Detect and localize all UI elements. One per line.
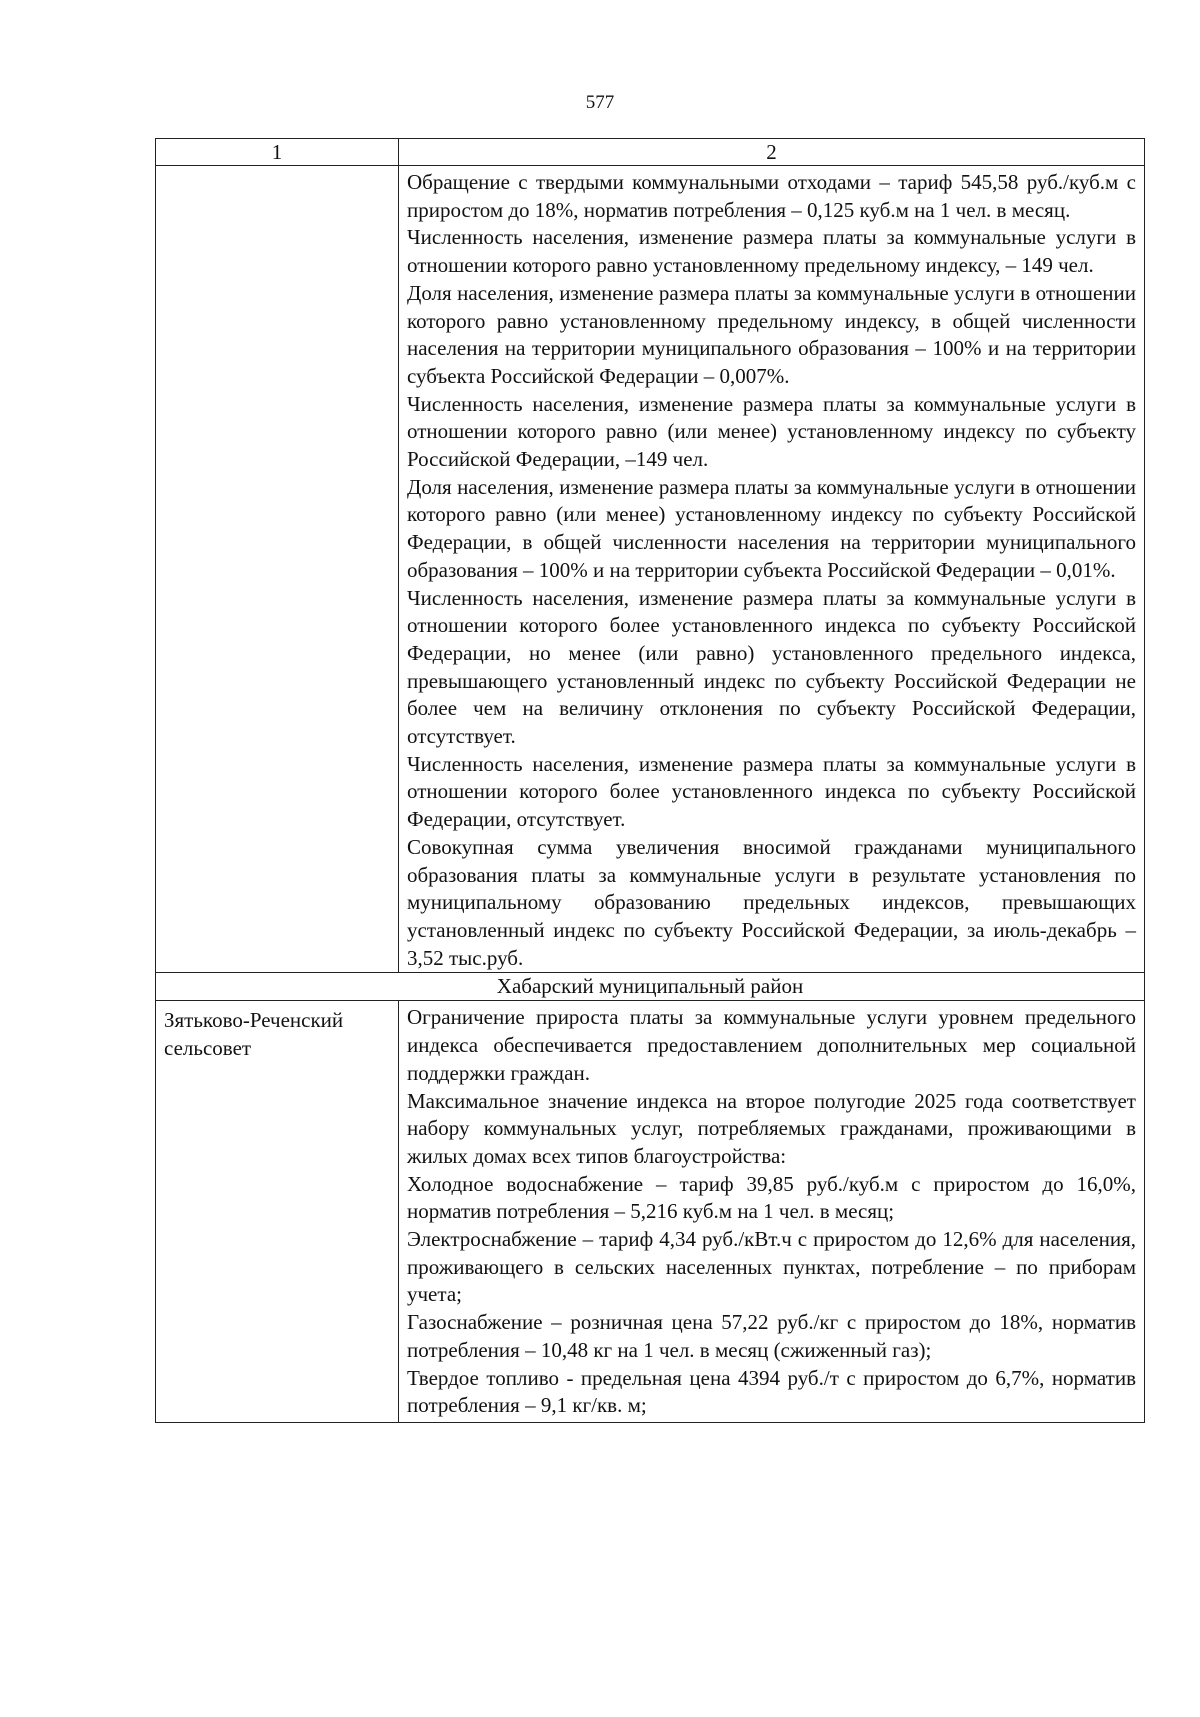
header-col-2: 2 (399, 139, 1145, 166)
table-header-row (156, 139, 1145, 166)
paragraph: Максимальное значение индекса на второе полугодие 2025 года соответствует набору коммунальных услуг, потребляемых гражданами, проживающими в жилых домах всех типов благоустройства: (407, 1088, 1136, 1168)
district-title: Хабарский муниципальный район (156, 973, 1145, 1001)
row1-col2 (399, 166, 1145, 973)
district-row (156, 973, 1145, 1001)
paragraph: Численность населения, изменение размера платы за коммунальные услуги в отношении которого более установленного индекса по субъекту Российской Федерации, отсутствует. (407, 751, 1136, 832)
paragraph: Твердое топливо - предельная цена 4394 руб./т с приростом до 6,7%, норматив потребления – 9,1 кг/кв. м; (407, 1365, 1136, 1418)
header-col-1: 1 (156, 139, 399, 166)
paragraph: Обращение с твердыми коммунальными отходами – тариф 545,58 руб./куб.м с приростом до 18%, норматив потребления – 0,125 куб.м на 1 чел. в месяц. (407, 170, 1136, 222)
page-number: 577 (585, 92, 615, 113)
paragraph: Газоснабжение – розничная цена 57,22 руб./кг с приростом до 18%, норматив потребления – 10,48 кг на 1 чел. в месяц (сжиженный газ); (407, 1310, 1136, 1362)
paragraph: Холодное водоснабжение – тариф 39,85 руб./куб.м с приростом до 16,0%, норматив потребления – 5,216 куб.м на 1 чел. в месяц; (407, 1171, 1136, 1224)
paragraph: Ограничение прироста платы за коммунальные услуги уровнем предельного индекса обеспечивается предоставлением дополнительных мер социальной поддержки граждан. (407, 1005, 1136, 1085)
paragraph: Совокупная сумма увеличения вносимой гражданами муниципального образования платы за коммунальные услуги в результате установления по муниципальному образованию предельных индексов, превышающих установленный индекс по субъекту Российской Федерации, за июль-декабрь – 3,52 тыс.руб. (407, 834, 1136, 970)
row2-col2 (399, 1001, 1145, 1423)
row2-col1: Зятьково-Реченский сельсовет (156, 1001, 399, 1423)
paragraph: Численность населения, изменение размера платы за коммунальные услуги в отношении которого равно (или менее) установленному индексу по субъекту Российской Федерации, –149 чел. (407, 391, 1136, 472)
document-table (155, 138, 1145, 1423)
row1-col1 (156, 166, 399, 973)
table-row (156, 1001, 1145, 1423)
paragraph: Электроснабжение – тариф 4,34 руб./кВт.ч с приростом до 12,6% для населения, проживающего в сельских населенных пунктах, потребление – по приборам учета; (407, 1227, 1136, 1307)
paragraph: Доля населения, изменение размера платы за коммунальные услуги в отношении которого равно установленному предельному индексу, в общей численности населения на территории муниципального образования – 100% и на территории субъекта Российской Федерации – 0,007%. (407, 280, 1136, 388)
table-row (156, 166, 1145, 973)
paragraph: Численность населения, изменение размера платы за коммунальные услуги в отношении которого равно установленному предельному индексу, – 149 чел. (407, 225, 1136, 278)
paragraph: Численность населения, изменение размера платы за коммунальные услуги в отношении которого более установленного индекса по субъекту Российской Федерации, но менее (или равно) установленного предельного индекса, превышающего установленный индекс по субъекту Российской Федерации не более чем на величину отклонения по субъекту Российской Федерации, отсутствует. (407, 585, 1136, 749)
paragraph: Доля населения, изменение размера платы за коммунальные услуги в отношении которого равно (или менее) установленному индексу по субъекту Российской Федерации, в общей численности населения на территории муниципального образования – 100% и на территории субъекта Российской Федерации – 0,01%. (407, 474, 1136, 582)
